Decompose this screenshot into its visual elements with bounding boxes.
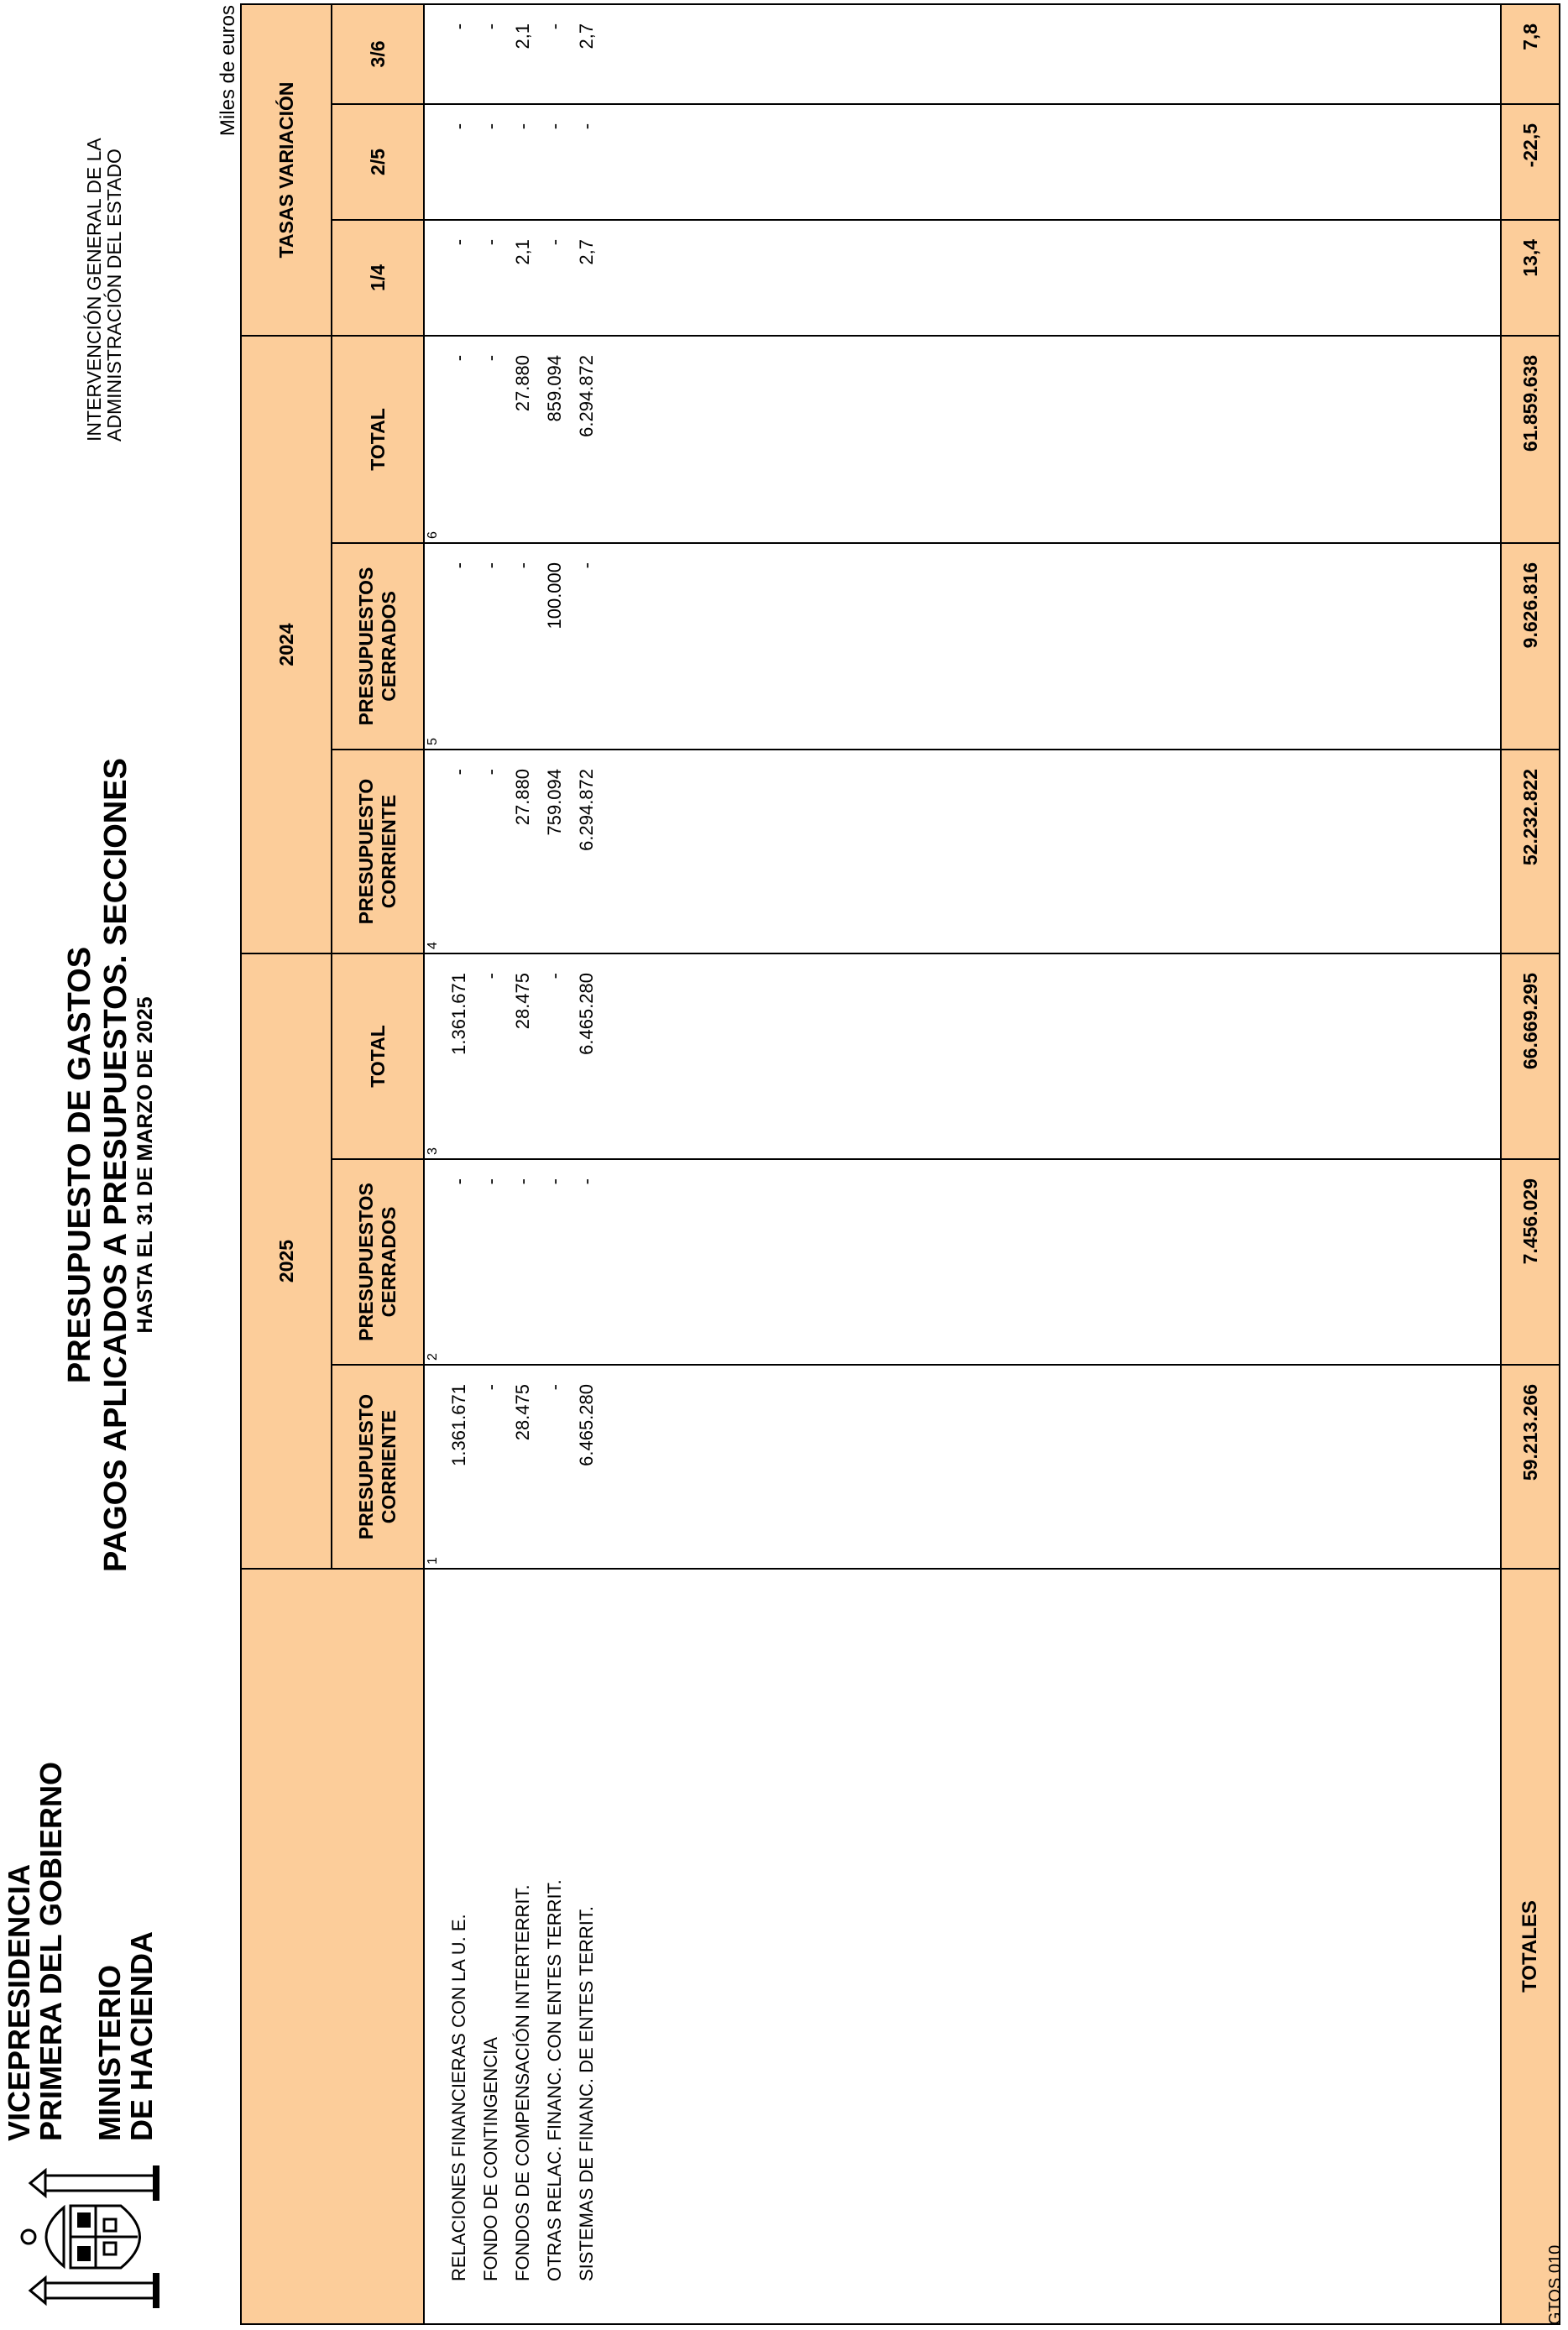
total-cell: 7.456.029 <box>1501 1159 1560 1365</box>
header-tasas-variacion: TASAS VARIACIÓN <box>241 4 332 336</box>
total-cell: 61.859.638 <box>1501 336 1560 543</box>
header-blank-cell <box>241 1569 424 2324</box>
report-date: HASTA EL 31 DE MARZO DE 2025 <box>133 996 157 1334</box>
units-label: Miles de euros <box>217 5 239 137</box>
value-cell: - <box>448 1178 469 1185</box>
page-subtitle: PAGOS APLICADOS A PRESUPUESTOS. SECCIONES <box>98 758 133 1572</box>
value-cell: 100.000 <box>544 562 565 630</box>
value-cell: - <box>544 123 565 130</box>
total-cell: 52.232.822 <box>1501 750 1560 953</box>
column-rate-1-4 <box>424 220 1501 336</box>
column-total-2025 <box>424 953 1501 1159</box>
value-cell: - <box>512 123 533 130</box>
value-cell: - <box>480 123 501 130</box>
column-presupuesto-corriente-2025 <box>424 1365 1501 1569</box>
column-presupuestos-cerrados-2025 <box>424 1159 1501 1365</box>
value-cell: 6.465.280 <box>576 1384 597 1466</box>
column-total-2024 <box>424 336 1501 543</box>
value-cell: 27.880 <box>512 354 533 412</box>
value-cell: - <box>480 238 501 246</box>
total-cell: -22,5 <box>1501 104 1560 220</box>
header-year-2024: 2024 <box>241 336 332 953</box>
column-number: 2 <box>426 1353 440 1361</box>
header-total-2025: TOTAL <box>332 953 424 1159</box>
value-cell: - <box>544 972 565 980</box>
budget-table <box>240 3 1560 2325</box>
value-cell: 6.294.872 <box>576 354 597 437</box>
value-cell: - <box>512 1178 533 1185</box>
section-name: RELACIONES FINANCIERAS CON LA U. E. <box>448 1914 469 2281</box>
value-cell: - <box>544 1384 565 1391</box>
column-number: 5 <box>426 738 440 745</box>
value-cell: 28.475 <box>512 1384 533 1441</box>
value-cell: - <box>480 23 501 30</box>
header-rate-3-6: 3/6 <box>332 4 424 104</box>
value-cell: 2,1 <box>512 23 533 50</box>
column-number: 1 <box>426 1557 440 1565</box>
value-cell: - <box>480 354 501 362</box>
column-presupuestos-cerrados-2024 <box>424 543 1501 750</box>
column-number: 3 <box>426 1147 440 1155</box>
value-cell: - <box>544 1178 565 1185</box>
value-cell: - <box>448 23 469 30</box>
footer-code: GTOS 010 <box>1546 2244 1565 2325</box>
value-cell: 2,1 <box>512 238 533 265</box>
section-name: FONDO DE CONTINGENCIA <box>480 2037 501 2281</box>
column-rate-2-5 <box>424 104 1501 220</box>
value-cell: - <box>448 768 469 776</box>
header-rate-1-4: 1/4 <box>332 220 424 336</box>
section-name: OTRAS RELAC. FINANC. CON ENTES TERRIT. <box>544 1879 565 2281</box>
value-cell: 2,7 <box>576 238 597 265</box>
value-cell: 1.361.671 <box>448 972 469 1055</box>
value-cell: - <box>576 123 597 130</box>
ministerio-label: MINISTERIO DE HACIENDA <box>92 1930 159 2141</box>
value-cell: - <box>480 972 501 980</box>
header-rate-2-5: 2/5 <box>332 104 424 220</box>
value-cell: 28.475 <box>512 972 533 1030</box>
header-presupuestos-cerrados-2025: PRESUPUESTOS CERRADOS <box>332 1159 424 1365</box>
value-cell: 859.094 <box>544 354 565 422</box>
column-number: 6 <box>426 531 440 539</box>
value-cell: - <box>448 562 469 569</box>
header-year-2025: 2025 <box>241 953 332 1569</box>
header-total-2024: TOTAL <box>332 336 424 543</box>
value-cell: 27.880 <box>512 768 533 826</box>
value-cell: - <box>480 768 501 776</box>
value-cell: - <box>576 562 597 569</box>
section-name: SISTEMAS DE FINANC. DE ENTES TERRIT. <box>576 1906 597 2281</box>
total-cell: 59.213.266 <box>1501 1365 1560 1569</box>
vicepresidencia-label: VICEPRESIDENCIA PRIMERA DEL GOBIERNO <box>2 1761 68 2141</box>
header-presupuestos-cerrados-2024: PRESUPUESTOS CERRADOS <box>332 543 424 750</box>
value-cell: - <box>512 562 533 569</box>
page-title: PRESUPUESTO DE GASTOS <box>62 946 97 1384</box>
value-cell: 2,7 <box>576 23 597 50</box>
header-presupuesto-corriente-2025: PRESUPUESTO CORRIENTE <box>332 1365 424 1569</box>
value-cell: - <box>544 23 565 30</box>
value-cell: - <box>544 238 565 246</box>
value-cell: - <box>480 562 501 569</box>
column-rate-3-6 <box>424 4 1501 104</box>
value-cell: - <box>480 1384 501 1391</box>
totals-label: TOTALES <box>1501 1569 1560 2324</box>
intervencion-label: INTERVENCIÓN GENERAL DE LA ADMINISTRACIÓN DEL ESTADO <box>83 138 125 441</box>
value-cell: - <box>576 1178 597 1185</box>
total-cell: 7,8 <box>1501 4 1560 104</box>
column-presupuesto-corriente-2024 <box>424 750 1501 953</box>
value-cell: - <box>448 123 469 130</box>
total-cell: 9.626.816 <box>1501 543 1560 750</box>
value-cell: - <box>480 1178 501 1185</box>
value-cell: 6.294.872 <box>576 768 597 851</box>
value-cell: - <box>448 354 469 362</box>
header-presupuesto-corriente-2024: PRESUPUESTO CORRIENTE <box>332 750 424 953</box>
section-names-cell <box>424 1569 1501 2324</box>
value-cell: 759.094 <box>544 768 565 836</box>
value-cell: 6.465.280 <box>576 972 597 1055</box>
column-number: 4 <box>426 942 440 949</box>
total-cell: 66.669.295 <box>1501 953 1560 1159</box>
value-cell: 1.361.671 <box>448 1384 469 1466</box>
total-cell: 13,4 <box>1501 220 1560 336</box>
value-cell: - <box>448 238 469 246</box>
section-name: FONDOS DE COMPENSACIÓN INTERTERRIT. <box>512 1884 533 2281</box>
